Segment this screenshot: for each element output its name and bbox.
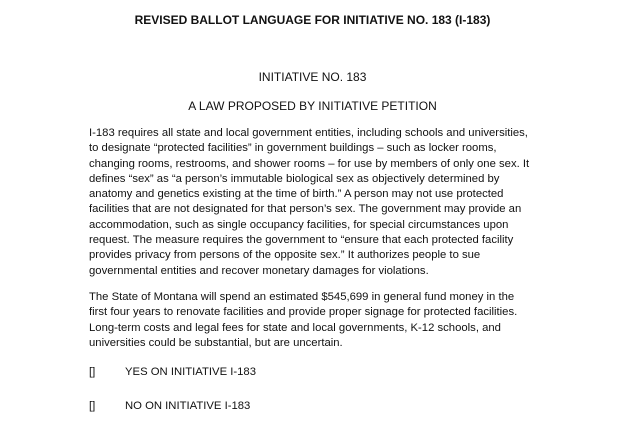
summary-paragraph xyxy=(89,126,555,279)
fiscal-paragraph xyxy=(89,290,555,351)
summary-line: I-183 requires all state and local government entities, including schools and universities, xyxy=(89,127,528,139)
summary-line: anatomy and genetics existing at the time of birth.” A person may not use protected xyxy=(89,188,504,201)
document-subtitle: A LAW PROPOSED BY INITIATIVE PETITION xyxy=(188,99,437,113)
summary-line: provides privacy from persons of the opposite sex.” It authorizes people to sue xyxy=(89,249,481,262)
document-title: REVISED BALLOT LANGUAGE FOR INITIATIVE NO. 183 (I-183) xyxy=(134,13,491,27)
no-label: NO ON INITIATIVE I-183 xyxy=(125,400,251,412)
no-choice[interactable] xyxy=(89,400,250,412)
yes-checkbox[interactable]: [] xyxy=(89,366,96,378)
yes-label: YES ON INITIATIVE I-183 xyxy=(125,366,256,378)
summary-line: changing rooms, restrooms, and shower rooms – for use by members of only one sex. It xyxy=(89,157,530,170)
fiscal-line: Long-term costs and legal fees for state and local governments, K-12 schools, and xyxy=(89,321,501,334)
initiative-label: INITIATIVE NO. 183 xyxy=(258,70,367,84)
summary-line: accommodation, such as single occupancy facilities, for special circumstances upon xyxy=(89,218,509,231)
fiscal-line: The State of Montana will spend an estimated $545,699 in general fund money in the xyxy=(89,291,515,303)
summary-line: defines “sex” as “a person’s immutable biological sex as objectively determined by xyxy=(89,172,500,185)
fiscal-line: first four years to renovate facilities and provide proper signage for protected facilities. xyxy=(89,306,518,319)
summary-line: request. The measure requires the government to “ensure that each protected facility xyxy=(89,234,514,247)
summary-line: governmental entities and recover monetary damages for violations. xyxy=(89,264,429,277)
fiscal-line: universities could be substantial, but are uncertain. xyxy=(89,336,343,349)
yes-choice[interactable] xyxy=(89,366,256,378)
summary-line: facilities that are not designated for that person’s sex. The government may provide an xyxy=(89,203,522,216)
summary-line: to designate “protected facilities” in government buildings – such as locker rooms, xyxy=(89,142,497,155)
no-checkbox[interactable]: [] xyxy=(89,400,96,412)
